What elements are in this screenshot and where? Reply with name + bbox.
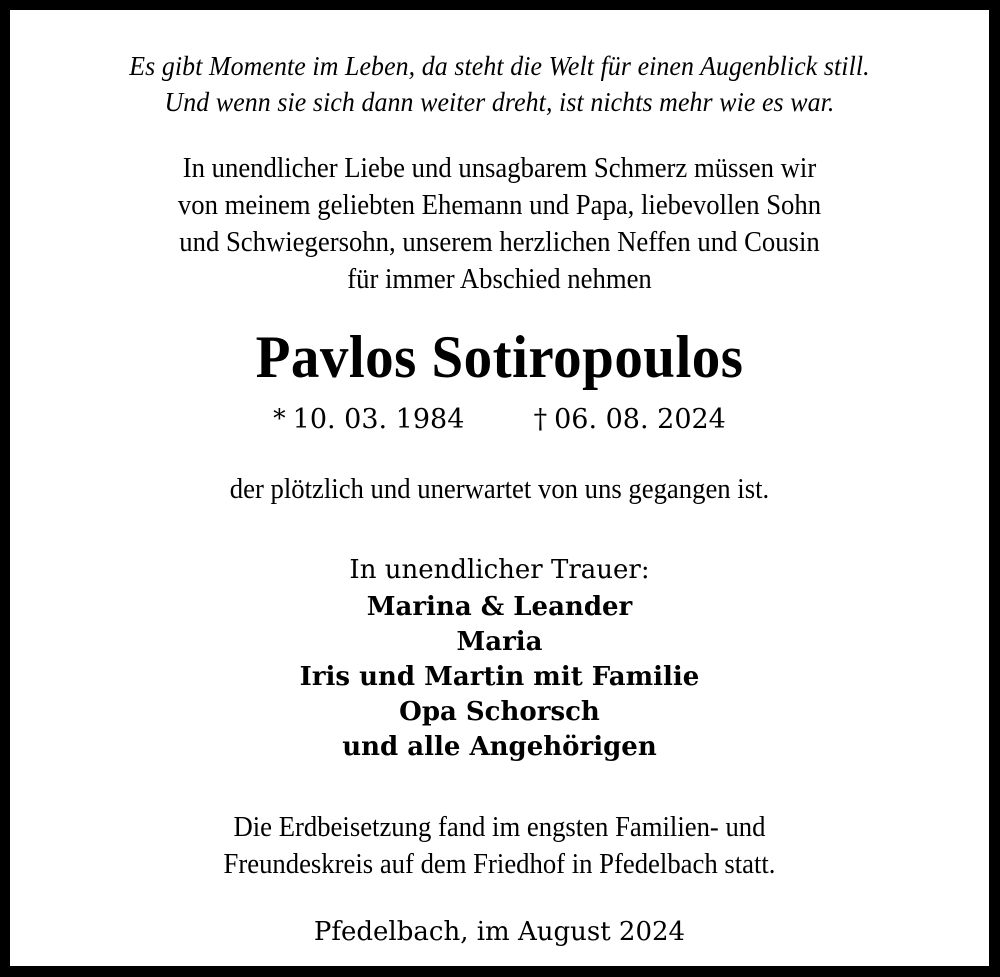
- birth-date-entry: [273, 402, 464, 437]
- mourner-name-5: und alle Angehörigen: [342, 732, 657, 762]
- mourner-name-1: Marina & Leander: [366, 592, 633, 622]
- obituary-card: [10, 10, 989, 966]
- passing-statement: [80, 471, 918, 508]
- passing-statement-line: der plötzlich und unerwartet von uns gegangen ist.: [229, 473, 770, 505]
- place-and-date: Pfedelbach, im August 2024: [313, 917, 686, 947]
- deceased-name: Pavlos Sotiropoulos: [255, 324, 744, 390]
- funeral-information: [80, 809, 918, 883]
- funeral-information-line-2: Freundeskreis auf dem Friedhof in Pfedelbach statt.: [223, 848, 776, 880]
- introduction-line-4: für immer Abschied nehmen: [347, 263, 652, 295]
- life-dates: [44, 402, 955, 437]
- memorial-quote-line-2: Und wenn sie sich dann weiter dreht, ist nichts mehr wie es war.: [164, 86, 835, 117]
- introduction-line-3: und Schwiegersohn, unserem herzlichen Neffen und Cousin: [179, 226, 820, 258]
- funeral-information-line-1: Die Erdbeisetzung fand im engsten Familien- und: [233, 811, 766, 843]
- mourner-name-3: Iris und Martin mit Familie: [299, 662, 700, 692]
- mourners-name-list: [44, 590, 955, 765]
- memorial-quote: [71, 48, 927, 120]
- introduction-text: [80, 150, 918, 298]
- mourner-name-4: Opa Schorsch: [399, 697, 600, 727]
- death-cross-icon: †: [533, 404, 548, 435]
- mourners-section: [44, 552, 955, 765]
- mourner-name-2: Maria: [456, 627, 543, 657]
- birth-date-value: 10. 03. 1984: [292, 404, 465, 435]
- introduction-line-2: von meinem geliebten Ehemann und Papa, liebevollen Sohn: [177, 189, 822, 221]
- death-date-entry: [534, 403, 726, 437]
- mourners-lead-text: In unendlicher Trauer:: [349, 555, 650, 585]
- birth-star-icon: *: [273, 404, 286, 433]
- memorial-quote-line-1: Es gibt Momente im Leben, da steht die Welt für einen Augenblick still.: [129, 50, 870, 81]
- death-date-value: 06. 08. 2024: [554, 404, 726, 435]
- introduction-line-1: In unendlicher Liebe und unsagbarem Schmerz müssen wir: [182, 152, 817, 184]
